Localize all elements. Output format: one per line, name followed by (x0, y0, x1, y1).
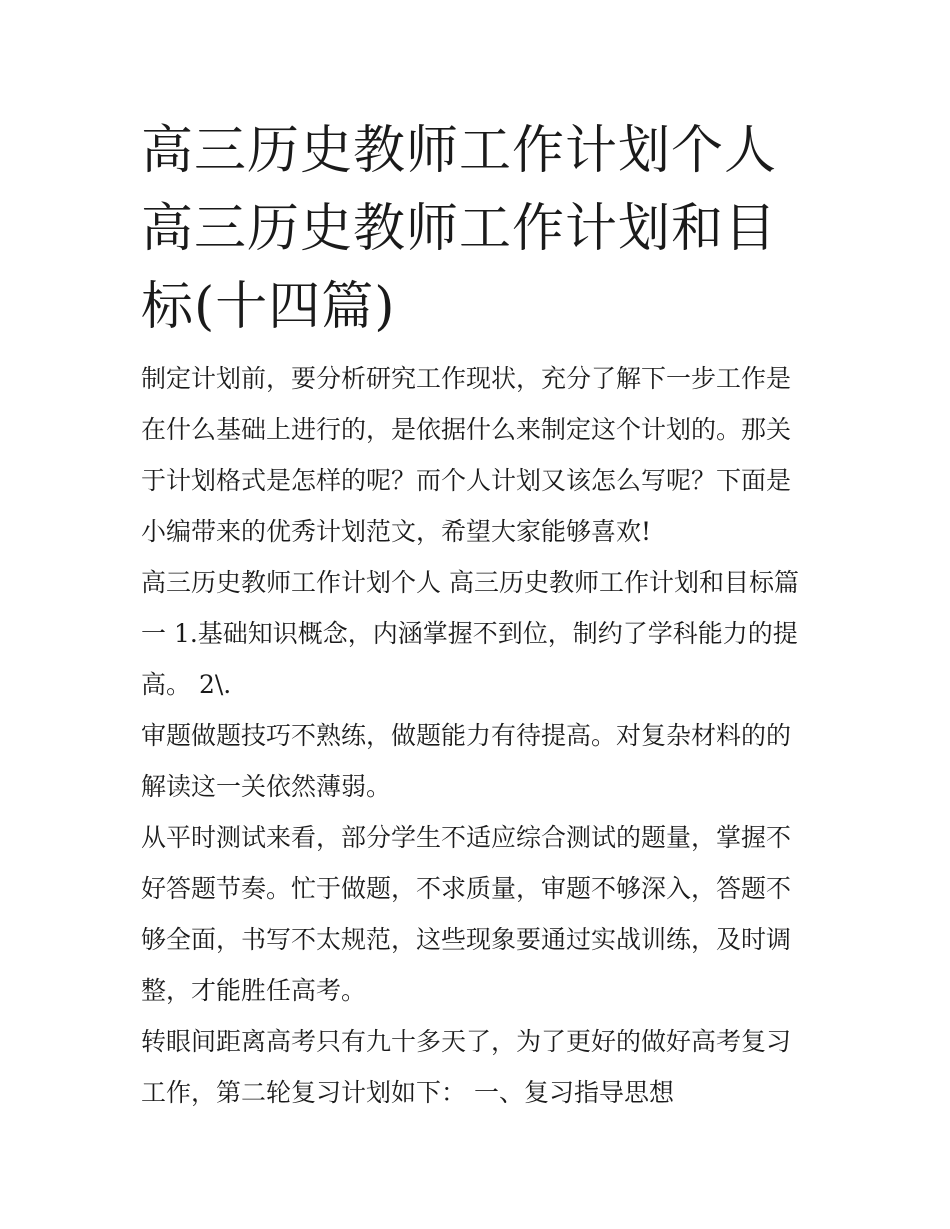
document-title: 高三历史教师工作计划个人 高三历史教师工作计划和目标(十四篇) (141, 121, 778, 337)
paragraph-test-observations: 从平时测试来看，部分学生不适应综合测试的题量，掌握不好答题节奏。忙于做题，不求质量，审题不够深入，答题不够全面，书写不太规范，这些现象要通过实战训练，及时调整，才能胜任高考。 (141, 823, 792, 1005)
paragraph-intro: 制定计划前，要分析研究工作现状，充分了解下一步工作是在什么基础上进行的，是依据什么来制定这个计划的。那关于计划格式是怎样的呢？而个人计划又该怎么写呢？下面是小编带来的优秀计划范文，希望大家能够喜欢! (141, 364, 792, 546)
document-body (141, 353, 813, 1118)
paragraph-section-one: 高三历史教师工作计划个人 高三历史教师工作计划和目标篇一 1.基础知识概念，内涵掌握不到位，制约了学科能力的提高。 2\. (141, 568, 799, 699)
paragraph-review-plan: 转眼间距离高考只有九十多天了，为了更好的做好高考复习工作，第二轮复习计划如下： 一、复习指导思想 (141, 1027, 792, 1107)
paragraph-exam-skills: 审题做题技巧不熟练，做题能力有待提高。对复杂材料的的解读这一关依然薄弱。 (141, 721, 792, 801)
